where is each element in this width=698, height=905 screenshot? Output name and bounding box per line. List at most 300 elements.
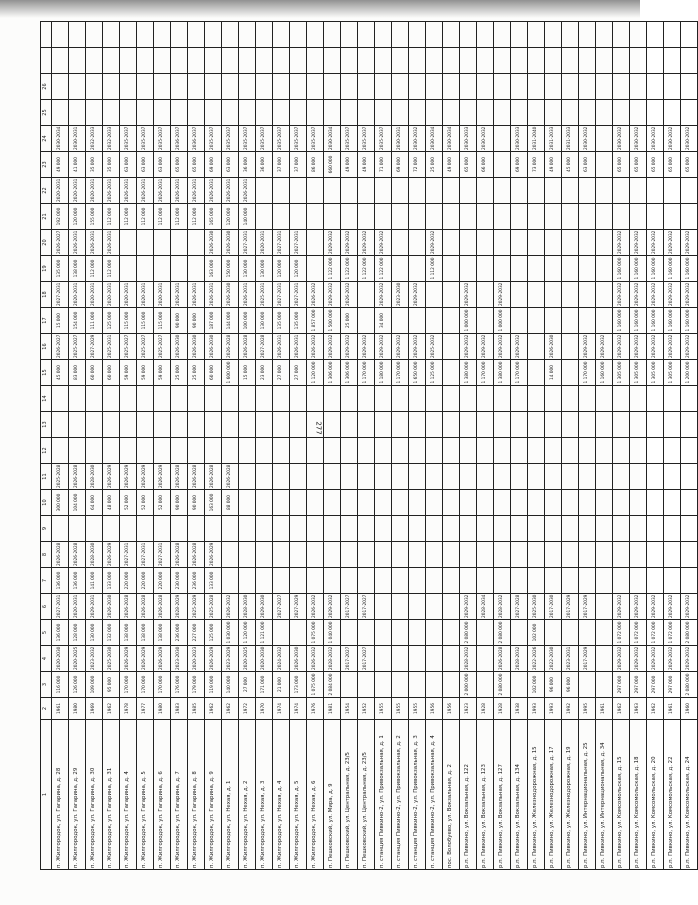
cost-cell: 1 122 000: [375, 256, 392, 282]
cost-cell: [511, 620, 528, 646]
period-cell: [426, 542, 443, 568]
period-cell: 2026-2029: [205, 542, 222, 568]
cost-cell: [562, 204, 579, 230]
cost-cell: 135 000: [273, 308, 290, 334]
rotated-table-container: [40, 40, 692, 870]
cost-cell: 297 000: [630, 672, 647, 698]
address-cell: р.п. Пивкино, ул. Комсомольская, д. 20: [647, 720, 664, 870]
period-cell: [664, 22, 681, 48]
period-cell: [460, 22, 477, 48]
cost-cell: 1 380 000: [494, 360, 511, 386]
cost-cell: 125 000: [205, 620, 222, 646]
period-cell: [307, 178, 324, 204]
period-cell: [273, 178, 290, 204]
cost-cell: [528, 516, 545, 542]
period-cell: [273, 542, 290, 568]
cost-cell: 116 000: [52, 672, 69, 698]
cost-cell: [426, 100, 443, 126]
period-cell: 52 000: [154, 490, 171, 516]
cost-cell: [494, 568, 511, 594]
table-row: [290, 22, 307, 870]
period-cell: 2027-2031: [239, 230, 256, 256]
period-cell: 2030-2034: [52, 126, 69, 152]
period-cell: 2026-2032: [341, 282, 358, 308]
page-number: 277: [314, 421, 323, 435]
cost-cell: [545, 620, 562, 646]
period-cell: 2026-2028: [239, 334, 256, 360]
cost-cell: 25 000: [341, 308, 358, 334]
cost-cell: [460, 412, 477, 438]
header-cell: 23: [41, 152, 52, 178]
period-cell: 2020-2031: [69, 282, 86, 308]
cost-cell: [341, 100, 358, 126]
cost-cell: 65 000: [460, 152, 477, 178]
cost-cell: [681, 412, 698, 438]
cost-cell: [86, 412, 103, 438]
cost-cell: 73 000: [528, 152, 545, 178]
header-cell: 26: [41, 74, 52, 100]
period-cell: 2030-2031: [392, 126, 409, 152]
cost-cell: 100 000: [239, 308, 256, 334]
cost-cell: [443, 412, 460, 438]
period-cell: [341, 386, 358, 412]
cost-cell: [596, 412, 613, 438]
period-cell: [239, 438, 256, 464]
scan-shadow: [0, 0, 640, 18]
period-cell: 2029-2032: [630, 334, 647, 360]
cost-cell: 1 112 000: [426, 256, 443, 282]
period-cell: 2020-2031: [256, 230, 273, 256]
period-cell: 2025-2027: [154, 334, 171, 360]
period-cell: [426, 594, 443, 620]
cost-cell: [358, 516, 375, 542]
cost-cell: [409, 464, 426, 490]
period-cell: 2030-2033: [460, 126, 477, 152]
header-cell: 6: [41, 594, 52, 620]
period-cell: [154, 386, 171, 412]
period-cell: 2028-2032: [494, 594, 511, 620]
period-cell: 2023-2030: [171, 646, 188, 672]
cost-cell: 49 000: [358, 152, 375, 178]
period-cell: [171, 22, 188, 48]
cost-cell: [205, 100, 222, 126]
table-row: [681, 22, 698, 870]
table-row: [205, 22, 222, 870]
cost-cell: [545, 516, 562, 542]
cost-cell: [443, 620, 460, 646]
cost-cell: [137, 100, 154, 126]
period-cell: 2029-2032: [358, 334, 375, 360]
year-cell: 1980: [69, 698, 86, 720]
period-cell: [579, 490, 596, 516]
cost-cell: 60 000: [103, 360, 120, 386]
table-row: [477, 22, 494, 870]
cost-cell: [681, 48, 698, 74]
period-cell: 2029-2032: [613, 334, 630, 360]
address-cell: п. Жилгородок, ул. Нехая, д. 6: [307, 720, 324, 870]
period-cell: [647, 542, 664, 568]
period-cell: [443, 22, 460, 48]
cost-cell: [460, 568, 477, 594]
cost-cell: 133 000: [103, 568, 120, 594]
period-cell: [86, 22, 103, 48]
cost-cell: 236 000: [188, 568, 205, 594]
cost-cell: [52, 100, 69, 126]
year-cell: 1962: [222, 698, 239, 720]
period-cell: [69, 438, 86, 464]
address-cell: р.п. Пивкино, ул. Комсомольская, д. 24: [681, 720, 698, 870]
table-row: [460, 22, 477, 870]
period-cell: [443, 542, 460, 568]
cost-cell: 72 000: [409, 152, 426, 178]
cost-cell: [477, 568, 494, 594]
cost-cell: [392, 100, 409, 126]
period-cell: [256, 178, 273, 204]
cost-cell: [596, 620, 613, 646]
header-cell: 14: [41, 386, 52, 412]
period-cell: 2026-2031: [154, 178, 171, 204]
period-cell: [596, 230, 613, 256]
period-cell: 2026-2031: [171, 282, 188, 308]
cost-cell: 1 075 000: [307, 672, 324, 698]
cost-cell: 165 000: [205, 204, 222, 230]
period-cell: 2030-2033: [511, 126, 528, 152]
cost-cell: 1 200 000: [681, 360, 698, 386]
year-cell: 1985: [188, 698, 205, 720]
cost-cell: 171 000: [256, 672, 273, 698]
cost-cell: 49 000: [545, 152, 562, 178]
year-cell: 1978: [120, 698, 137, 720]
cost-cell: 112 000: [188, 204, 205, 230]
period-cell: [494, 438, 511, 464]
period-cell: [545, 438, 562, 464]
cost-cell: [290, 204, 307, 230]
year-cell: 1980: [154, 698, 171, 720]
cost-cell: [409, 100, 426, 126]
cost-cell: 109 000: [86, 672, 103, 698]
period-cell: [69, 74, 86, 100]
cost-cell: [324, 204, 341, 230]
cost-cell: 1 040 000: [324, 620, 341, 646]
period-cell: [613, 490, 630, 516]
period-cell: [596, 282, 613, 308]
period-cell: 2025-2031: [256, 282, 273, 308]
cost-cell: [171, 412, 188, 438]
address-cell: р.п. Пивкино, ул. Вокзальная, д. 122: [460, 720, 477, 870]
period-cell: 2027-2028: [511, 594, 528, 620]
period-cell: [562, 386, 579, 412]
period-cell: 2026-2031: [69, 230, 86, 256]
cost-cell: 1 072 000: [647, 620, 664, 646]
period-cell: [528, 178, 545, 204]
period-cell: [494, 74, 511, 100]
cost-cell: [443, 48, 460, 74]
period-cell: 2029-2032: [324, 230, 341, 256]
period-cell: 2030-2032: [613, 126, 630, 152]
year-cell: 1923: [460, 698, 477, 720]
period-cell: [664, 178, 681, 204]
period-cell: 2027-2029: [290, 594, 307, 620]
cost-cell: 34 000: [375, 308, 392, 334]
cost-cell: [511, 412, 528, 438]
period-cell: [613, 542, 630, 568]
period-cell: [528, 386, 545, 412]
period-cell: 2035-2037: [120, 126, 137, 152]
table-row: [154, 22, 171, 870]
period-cell: [596, 126, 613, 152]
period-cell: [358, 178, 375, 204]
period-cell: [188, 230, 205, 256]
cost-cell: 1 160 000: [613, 308, 630, 334]
cost-cell: [358, 620, 375, 646]
cost-cell: [613, 568, 630, 594]
period-cell: 2026-2028: [69, 542, 86, 568]
cost-cell: [358, 204, 375, 230]
period-cell: [528, 74, 545, 100]
cost-cell: [290, 412, 307, 438]
cost-cell: 1 180 000: [375, 360, 392, 386]
period-cell: [681, 542, 698, 568]
cost-cell: 15 000: [239, 360, 256, 386]
period-cell: [443, 334, 460, 360]
cost-cell: 71 000: [375, 152, 392, 178]
period-cell: 2022-2026: [528, 646, 545, 672]
period-cell: [290, 542, 307, 568]
period-cell: [647, 490, 664, 516]
cost-cell: [239, 48, 256, 74]
period-cell: [426, 490, 443, 516]
period-cell: [324, 178, 341, 204]
cost-cell: 125 000: [103, 308, 120, 334]
cost-cell: 1 072 000: [664, 620, 681, 646]
cost-cell: 1 170 000: [477, 360, 494, 386]
table-row: [443, 22, 460, 870]
cost-cell: 65 000: [188, 152, 205, 178]
period-cell: [511, 22, 528, 48]
period-cell: 2028-2029: [171, 594, 188, 620]
year-cell: 1970: [256, 698, 273, 720]
period-cell: [494, 490, 511, 516]
period-cell: [324, 74, 341, 100]
period-cell: 52 000: [120, 490, 137, 516]
period-cell: [579, 178, 596, 204]
cost-cell: 1 160 000: [664, 308, 681, 334]
period-cell: [477, 282, 494, 308]
cost-cell: 59 000: [120, 360, 137, 386]
cost-cell: [613, 464, 630, 490]
cost-cell: 2026-2028: [171, 464, 188, 490]
cost-cell: [460, 464, 477, 490]
cost-cell: 136 000: [52, 568, 69, 594]
period-cell: 2029-2032: [681, 230, 698, 256]
cost-cell: [256, 412, 273, 438]
cost-cell: [392, 620, 409, 646]
cost-cell: 119 000: [205, 672, 222, 698]
table-row: [426, 22, 443, 870]
cost-cell: 1 121 000: [256, 620, 273, 646]
cost-cell: [579, 48, 596, 74]
period-cell: [103, 22, 120, 48]
period-cell: [681, 438, 698, 464]
period-cell: [443, 282, 460, 308]
cost-cell: [647, 568, 664, 594]
cost-cell: [239, 412, 256, 438]
cost-cell: [86, 516, 103, 542]
data-table: [40, 21, 698, 870]
header-cell: 15: [41, 360, 52, 386]
period-cell: [256, 542, 273, 568]
period-cell: 2029-2032: [511, 334, 528, 360]
cost-cell: 63 000: [579, 152, 596, 178]
period-cell: 2020-2031: [137, 282, 154, 308]
period-cell: 2035-2037: [154, 126, 171, 152]
cost-cell: [613, 100, 630, 126]
cost-cell: 170 000: [137, 672, 154, 698]
header-cell: 2: [41, 698, 52, 720]
period-cell: 2026-2028: [120, 594, 137, 620]
cost-cell: [324, 568, 341, 594]
cost-cell: 136 000: [52, 620, 69, 646]
period-cell: 2026-2032: [307, 594, 324, 620]
cost-cell: [392, 204, 409, 230]
period-cell: [528, 542, 545, 568]
cost-cell: [681, 568, 698, 594]
period-cell: [528, 282, 545, 308]
period-cell: 2030-2032: [681, 126, 698, 152]
cost-cell: [171, 256, 188, 282]
cost-cell: 1 170 000: [579, 360, 596, 386]
cost-cell: 25 000: [171, 360, 188, 386]
cost-cell: [273, 620, 290, 646]
cost-cell: [392, 48, 409, 74]
period-cell: [613, 438, 630, 464]
year-cell: 1961: [596, 698, 613, 720]
period-cell: 2025-2029: [188, 594, 205, 620]
cost-cell: [256, 204, 273, 230]
cost-cell: [307, 516, 324, 542]
period-cell: [511, 230, 528, 256]
cost-cell: [681, 516, 698, 542]
cost-cell: [579, 100, 596, 126]
address-cell: р.п. Пивкино, ул. Интернациональная, д. 34: [596, 720, 613, 870]
cost-cell: [630, 516, 647, 542]
period-cell: 2028-2032: [460, 646, 477, 672]
period-cell: [341, 22, 358, 48]
cost-cell: [120, 516, 137, 542]
period-cell: [188, 386, 205, 412]
cost-cell: [460, 48, 477, 74]
period-cell: 88 000: [222, 490, 239, 516]
period-cell: 2027-2031: [154, 542, 171, 568]
period-cell: [222, 542, 239, 568]
cost-cell: 45 000: [52, 360, 69, 386]
period-cell: [494, 386, 511, 412]
period-cell: 2025-2031: [103, 334, 120, 360]
cost-cell: 1 170 000: [511, 360, 528, 386]
cost-cell: [324, 100, 341, 126]
period-cell: 2026-2031: [103, 230, 120, 256]
period-cell: 2026-2028: [188, 542, 205, 568]
period-cell: 2029-2032: [392, 334, 409, 360]
cost-cell: [443, 256, 460, 282]
cost-cell: 1 075 000: [307, 620, 324, 646]
year-cell: 1993: [528, 698, 545, 720]
period-cell: [86, 74, 103, 100]
cost-cell: 128 000: [69, 620, 86, 646]
cost-cell: [409, 204, 426, 230]
cost-cell: [579, 672, 596, 698]
cost-cell: 179 000: [188, 672, 205, 698]
cost-cell: [256, 568, 273, 594]
period-cell: [307, 490, 324, 516]
cost-cell: [188, 48, 205, 74]
period-cell: 2020-2031: [69, 594, 86, 620]
cost-cell: [613, 412, 630, 438]
year-cell: 1961: [52, 698, 69, 720]
cost-cell: [205, 516, 222, 542]
period-cell: 2036-2037: [188, 126, 205, 152]
period-cell: [188, 74, 205, 100]
cost-cell: [562, 516, 579, 542]
period-cell: [290, 386, 307, 412]
cost-cell: [630, 464, 647, 490]
cost-cell: 120 000: [273, 256, 290, 282]
cost-cell: 2 080 000: [681, 620, 698, 646]
cost-cell: 14 000: [545, 360, 562, 386]
period-cell: 2026-2029: [103, 542, 120, 568]
table-row: [511, 22, 528, 870]
year-cell: 1952: [358, 698, 375, 720]
cost-cell: [477, 464, 494, 490]
period-cell: 2026-2028: [222, 334, 239, 360]
period-cell: [188, 438, 205, 464]
cost-cell: [545, 568, 562, 594]
period-cell: [120, 22, 137, 48]
period-cell: 2027-2031: [52, 282, 69, 308]
cost-cell: [341, 204, 358, 230]
cost-cell: [579, 516, 596, 542]
cost-cell: 1 120 000: [307, 360, 324, 386]
address-cell: р.п. Пивкино, ул. Железнодорожная, д. 15: [528, 720, 545, 870]
cost-cell: [528, 256, 545, 282]
period-cell: [545, 386, 562, 412]
address-cell: р.п. Пивкино, ул. Железнодорожная, д. 19: [562, 720, 579, 870]
period-cell: [188, 22, 205, 48]
period-cell: [443, 178, 460, 204]
cost-cell: [647, 464, 664, 490]
header-cell-empty: [41, 48, 52, 74]
address-cell: п. Пешковский, ул. Мира, д. 9: [324, 720, 341, 870]
period-cell: [307, 74, 324, 100]
period-cell: [647, 22, 664, 48]
cost-cell: [681, 100, 698, 126]
year-cell: 1977: [137, 698, 154, 720]
cost-cell: 1 122 000: [324, 256, 341, 282]
period-cell: [324, 22, 341, 48]
period-cell: [273, 438, 290, 464]
period-cell: 2031-2033: [562, 126, 579, 152]
period-cell: [477, 74, 494, 100]
cost-cell: [647, 100, 664, 126]
period-cell: [69, 22, 86, 48]
address-cell: п. Жилгородок, ул. Гагарина, д. 28: [52, 720, 69, 870]
period-cell: [358, 542, 375, 568]
cost-cell: 187 000: [205, 308, 222, 334]
cost-cell: [222, 412, 239, 438]
cost-cell: [562, 464, 579, 490]
cost-cell: 2 000 000: [460, 672, 477, 698]
period-cell: 2026-2029: [120, 646, 137, 672]
